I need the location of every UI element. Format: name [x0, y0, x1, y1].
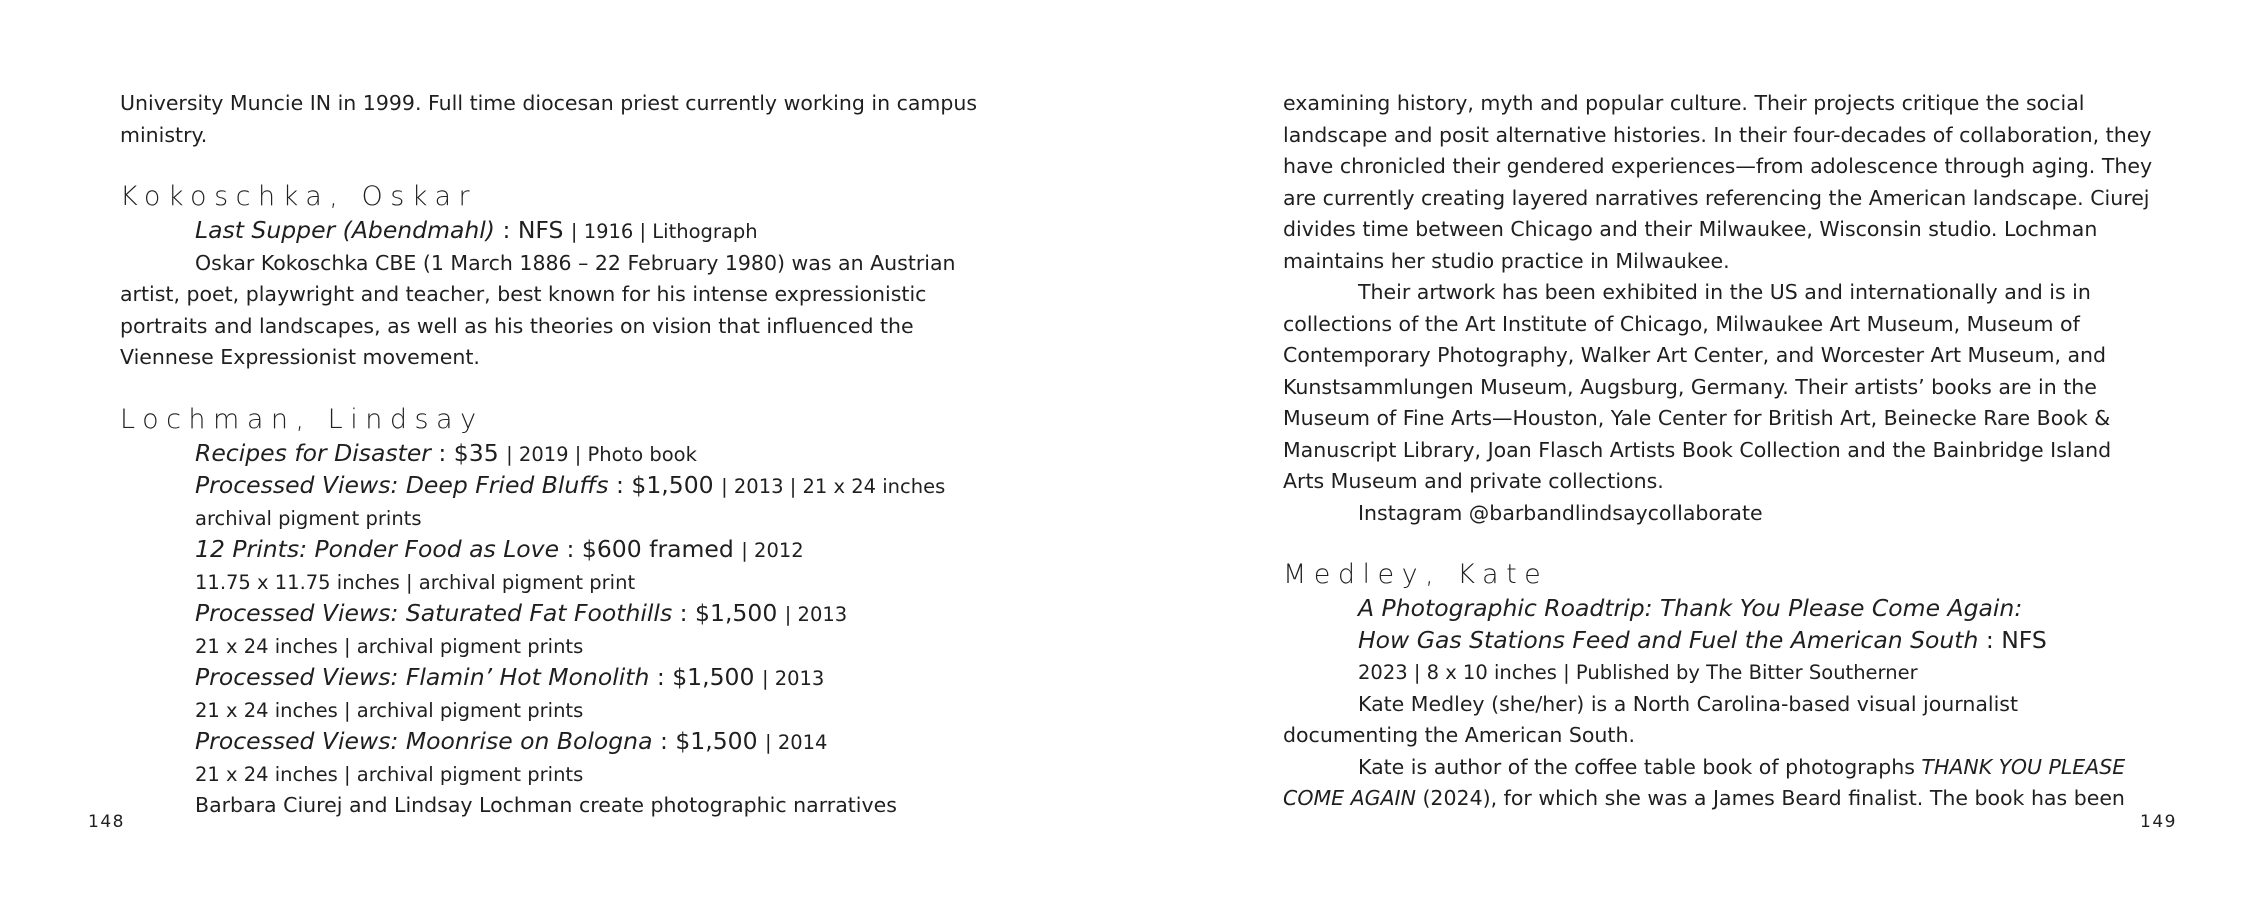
- page-number-right: 149: [2140, 812, 2177, 832]
- work-title: Processed Views: Flamin’ Hot Monolith: [195, 663, 650, 691]
- work-title-line2: How Gas Stations Feed and Fuel the American South: [1358, 625, 1979, 654]
- work-entry: [120, 215, 990, 248]
- work-entry: [195, 438, 990, 471]
- instagram-handle: Instagram @barbandlindsaycollaborate: [1358, 500, 1763, 525]
- work-detail: 21 x 24 inches | archival pigment prints: [195, 762, 584, 786]
- bio-text: (2024), for which she was a James Beard finalist. The book has been: [1415, 786, 2125, 810]
- exhibitions-text: Their artwork has been exhibited in the US and internationally and is in collections of the Art Institute of Chicago, Milwaukee Art Museum, Museum of Contemporary Photography, Walker Art Center, and Worcester Art Museum, and Kunstsammlungen Museum, Augsburg, Germany. Their artists’ books are in the Museum of Fine Arts—Houston, Yale Center for British Art, Beinecke Rare Book & Manuscript Library, Joan Flasch Artists Book Collection and the Bainbridge Island Arts Museum and private collections.: [1283, 280, 2112, 493]
- continued-bio: examining history, myth and popular culture. Their projects critique the social landscape and posit alternative histories. In their four-decades of collaboration, they have chronicled their gendered experiences—from adolescence through aging. They are currently creating layered narratives referencing the American landscape. Ciurej divides time between Chicago and their Milwaukee, Wisconsin studio. Lochman maintains her studio practice in Milwaukee.: [1283, 91, 2153, 273]
- artist-name-kokoschka: Kokoschka, Oskar: [120, 181, 478, 212]
- work-meta: | 1916 | Lithograph: [570, 220, 758, 243]
- work-detail: 11.75 x 11.75 inches | archival pigment print: [195, 570, 636, 594]
- work-price: : $35: [430, 438, 507, 467]
- artist-name-medley: Medley, Kate: [1283, 559, 1549, 590]
- work-entry: [195, 534, 990, 567]
- work-price: : NFS: [494, 216, 571, 244]
- artist-bio: Oskar Kokoschka CBE (1 March 1886 – 22 February 1980) was an Austrian artist, poet, playwright and teacher, best known for his intense expressionistic portraits and landscapes, as well as his theories on vision that influenced the Viennese Expressionist movement.: [120, 250, 956, 369]
- work-title: Recipes for Disaster: [195, 438, 431, 467]
- work-meta: | 2014: [765, 731, 828, 754]
- work-list: [120, 438, 990, 822]
- right-page: [1125, 0, 2250, 900]
- work-detail: 21 x 24 inches | archival pigment prints: [195, 634, 584, 658]
- artist-bio-start: Barbara Ciurej and Lindsay Lochman create photographic narratives: [195, 793, 897, 817]
- artist-bio-2: [1283, 752, 2153, 815]
- left-column: [120, 88, 990, 822]
- work-entry: [195, 662, 990, 695]
- work-meta: | 2013: [761, 667, 825, 690]
- work-price: : $1,500: [649, 663, 762, 691]
- work-price: : $600 framed: [559, 535, 742, 563]
- work-meta: 2023 | 8 x 10 inches | Published by The Bitter Southerner: [1358, 661, 1918, 684]
- artist-bio: Kate Medley (she/her) is a North Carolina-based visual journalist documenting the American South.: [1283, 691, 2019, 747]
- work-title: Processed Views: Saturated Fat Foothills: [195, 599, 673, 627]
- work-title: Last Supper (Abendmahl): [195, 216, 495, 244]
- work-entry: [195, 726, 990, 759]
- artist-name-lochman: Lochman, Lindsay: [120, 403, 484, 435]
- work-detail: archival pigment prints: [195, 506, 422, 530]
- work-entry: [195, 598, 990, 631]
- work-title: Processed Views: Moonrise on Bologna: [195, 727, 653, 755]
- book-title: THANK YOU PLEASE COME AGAIN: [1283, 754, 2126, 810]
- work-entry: [1283, 593, 2153, 689]
- work-meta: | 2013 | 21 x 24 inches: [721, 475, 946, 498]
- work-price: : $1,500: [652, 727, 766, 755]
- work-title: 12 Prints: Ponder Food as Love: [195, 535, 560, 563]
- work-price: : $1,500: [608, 471, 722, 499]
- work-entry: [195, 470, 990, 503]
- work-price: : $1,500: [672, 599, 785, 627]
- work-title-line1: A Photographic Roadtrip: Thank You Please Come Again:: [1358, 594, 2023, 622]
- work-meta: | 2019 | Photo book: [506, 442, 697, 466]
- bio-text: Kate is author of the coffee table book of photographs: [1358, 754, 1922, 779]
- work-price: : NFS: [1978, 625, 2047, 654]
- work-title: Processed Views: Deep Fried Bluffs: [195, 471, 609, 499]
- page-number-left: 148: [88, 812, 125, 832]
- work-meta: | 2013: [784, 603, 848, 626]
- work-detail: 21 x 24 inches | archival pigment prints: [195, 698, 584, 722]
- right-column: [1283, 88, 2153, 815]
- intro-text: University Muncie IN in 1999. Full time diocesan priest currently working in campus ministry.: [120, 91, 978, 147]
- work-meta: | 2012: [741, 539, 804, 562]
